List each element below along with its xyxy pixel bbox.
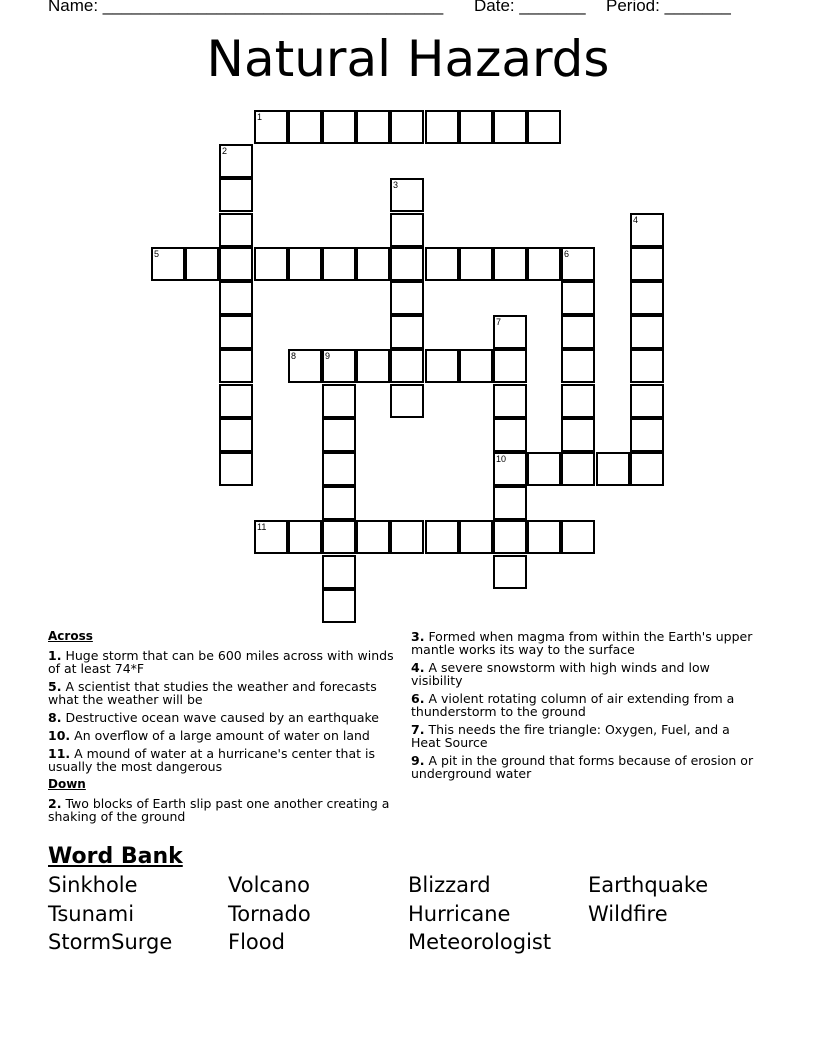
grid-cell[interactable] — [630, 349, 664, 383]
cell-number: 2 — [222, 146, 228, 156]
grid-cell[interactable] — [425, 349, 459, 383]
cell-number: 8 — [291, 351, 297, 361]
grid-cell[interactable] — [527, 520, 561, 554]
date-field[interactable]: Date: _______ — [474, 0, 586, 15]
word-bank-item: Earthquake — [588, 873, 709, 897]
clue-down-9: 9. A pit in the ground that forms because of erosion or underground water — [411, 753, 754, 781]
clue-across-5: 5. A scientist that studies the weather and forecasts what the weather will be — [48, 679, 377, 707]
word-bank-item: Meteorologist — [408, 930, 552, 954]
word-bank-item: Hurricane — [408, 902, 511, 926]
grid-cell[interactable] — [390, 213, 424, 247]
grid-cell[interactable] — [356, 110, 390, 144]
grid-cell[interactable] — [630, 213, 664, 247]
clue-across-11: 11. A mound of water at a hurricane's center that is usually the most dangerous — [48, 746, 375, 774]
grid-cell[interactable] — [219, 247, 253, 281]
grid-cell[interactable] — [561, 452, 595, 486]
grid-cell[interactable] — [390, 247, 424, 281]
grid-cell[interactable] — [425, 520, 459, 554]
period-field[interactable]: Period: _______ — [606, 0, 731, 15]
clue-across-10: 10. An overflow of a large amount of water on land — [48, 728, 370, 743]
page-title: Natural Hazards — [206, 30, 610, 88]
grid-cell[interactable] — [254, 247, 288, 281]
grid-cell[interactable] — [322, 247, 356, 281]
grid-cell[interactable] — [322, 555, 356, 589]
grid-cell[interactable] — [322, 418, 356, 452]
grid-cell[interactable] — [356, 349, 390, 383]
clue-across-8: 8. Destructive ocean wave caused by an earthquake — [48, 710, 379, 725]
grid-cell[interactable] — [561, 281, 595, 315]
grid-cell[interactable] — [630, 247, 664, 281]
word-bank-item: Sinkhole — [48, 873, 138, 897]
grid-cell[interactable] — [288, 247, 322, 281]
word-bank-heading: Word Bank — [48, 844, 183, 869]
grid-cell[interactable] — [596, 452, 630, 486]
grid-cell[interactable] — [219, 384, 253, 418]
grid-cell[interactable] — [561, 418, 595, 452]
grid-cell[interactable] — [390, 384, 424, 418]
grid-cell[interactable] — [219, 178, 253, 212]
cell-number: 7 — [496, 317, 502, 327]
cell-number: 5 — [154, 249, 160, 259]
grid-cell[interactable] — [254, 520, 288, 554]
grid-cell[interactable] — [356, 520, 390, 554]
grid-cell[interactable] — [459, 520, 493, 554]
grid-cell[interactable] — [288, 349, 322, 383]
cell-number: 1 — [257, 112, 263, 122]
grid-cell[interactable] — [390, 281, 424, 315]
word-bank-item: Wildfire — [588, 902, 668, 926]
grid-cell[interactable] — [493, 486, 527, 520]
grid-cell[interactable] — [322, 384, 356, 418]
grid-cell[interactable] — [219, 281, 253, 315]
grid-cell[interactable] — [219, 213, 253, 247]
grid-cell[interactable] — [390, 349, 424, 383]
down-heading: Down — [48, 777, 86, 791]
grid-cell[interactable] — [425, 110, 459, 144]
name-field[interactable]: Name: ____________________________________ — [48, 0, 444, 15]
cell-number: 6 — [564, 249, 570, 259]
grid-cell[interactable] — [493, 555, 527, 589]
grid-cell[interactable] — [390, 178, 424, 212]
grid-cell[interactable] — [322, 110, 356, 144]
grid-cell[interactable] — [185, 247, 219, 281]
grid-cell[interactable] — [527, 110, 561, 144]
grid-cell[interactable] — [561, 247, 595, 281]
cell-number: 9 — [325, 351, 331, 361]
cell-number: 11 — [257, 522, 267, 532]
grid-cell[interactable] — [630, 281, 664, 315]
grid-cell[interactable] — [493, 520, 527, 554]
grid-cell[interactable] — [493, 418, 527, 452]
grid-cell[interactable] — [219, 315, 253, 349]
across-heading: Across — [48, 629, 93, 643]
grid-cell[interactable] — [151, 247, 185, 281]
grid-cell[interactable] — [630, 384, 664, 418]
grid-cell[interactable] — [493, 452, 527, 486]
grid-cell[interactable] — [527, 452, 561, 486]
grid-cell[interactable] — [425, 247, 459, 281]
grid-cell[interactable] — [459, 110, 493, 144]
word-bank-item: Tornado — [228, 902, 311, 926]
cell-number: 4 — [633, 215, 639, 225]
grid-cell[interactable] — [630, 452, 664, 486]
grid-cell[interactable] — [493, 349, 527, 383]
grid-cell[interactable] — [219, 144, 253, 178]
grid-cell[interactable] — [322, 452, 356, 486]
word-bank-item: Flood — [228, 930, 285, 954]
clues-left — [48, 630, 398, 828]
grid-cell[interactable] — [288, 110, 322, 144]
grid-cell[interactable] — [493, 110, 527, 144]
word-bank-item: StormSurge — [48, 930, 173, 954]
grid-cell[interactable] — [561, 384, 595, 418]
grid-cell[interactable] — [459, 349, 493, 383]
grid-cell[interactable] — [493, 384, 527, 418]
grid-cell[interactable] — [254, 110, 288, 144]
grid-cell[interactable] — [390, 520, 424, 554]
grid-cell[interactable] — [356, 247, 390, 281]
grid-cell[interactable] — [322, 349, 356, 383]
grid-cell[interactable] — [219, 349, 253, 383]
grid-cell[interactable] — [219, 452, 253, 486]
grid-cell[interactable] — [390, 315, 424, 349]
grid-cell[interactable] — [493, 247, 527, 281]
grid-cell[interactable] — [390, 110, 424, 144]
grid-cell[interactable] — [459, 247, 493, 281]
clues-right — [411, 630, 761, 785]
clue-down-7: 7. This needs the fire triangle: Oxygen, Fuel, and a Heat Source — [411, 722, 730, 750]
word-bank-item: Tsunami — [48, 902, 135, 926]
cell-number: 3 — [393, 180, 399, 190]
grid-cell[interactable] — [322, 520, 356, 554]
cell-number: 10 — [496, 454, 507, 464]
clue-down-2: 2. Two blocks of Earth slip past one another creating a shaking of the ground — [48, 796, 390, 824]
grid-cell[interactable] — [561, 520, 595, 554]
word-bank-item: Blizzard — [408, 873, 491, 897]
grid-cell[interactable] — [630, 315, 664, 349]
clue-down-3: 3. Formed when magma from within the Earth's upper mantle works its way to the surface — [411, 629, 753, 657]
grid-cell[interactable] — [630, 418, 664, 452]
grid-cell[interactable] — [322, 486, 356, 520]
clue-across-1: 1. Huge storm that can be 600 miles across with winds of at least 74*F — [48, 648, 394, 676]
clue-down-4: 4. A severe snowstorm with high winds and low visibility — [411, 660, 710, 688]
grid-cell[interactable] — [561, 349, 595, 383]
grid-cell[interactable] — [322, 589, 356, 623]
grid-cell[interactable] — [561, 315, 595, 349]
grid-cell[interactable] — [527, 247, 561, 281]
grid-cell[interactable] — [219, 418, 253, 452]
word-bank-item: Volcano — [228, 873, 310, 897]
grid-cell[interactable] — [288, 520, 322, 554]
grid-cell[interactable] — [493, 315, 527, 349]
clue-down-6: 6. A violent rotating column of air extending from a thunderstorm to the ground — [411, 691, 735, 719]
